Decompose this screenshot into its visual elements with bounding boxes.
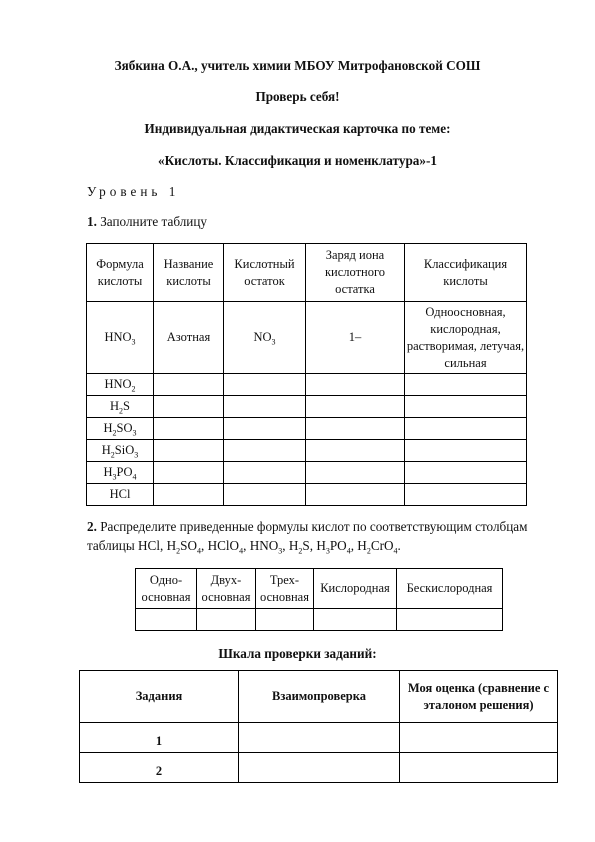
task1-number: 1.	[87, 214, 97, 229]
example-charge: 1–	[306, 302, 405, 374]
answer-cell[interactable]	[239, 723, 400, 753]
task2-answer-row	[136, 609, 503, 631]
answer-cell[interactable]	[224, 440, 306, 462]
answer-cell[interactable]	[224, 418, 306, 440]
answer-cell[interactable]	[154, 418, 224, 440]
col-tasks: Задания	[80, 671, 239, 723]
answer-cell[interactable]	[239, 753, 400, 783]
topic-title: «Кислоты. Классификация и номенклатура»-1	[158, 153, 437, 168]
answer-cell[interactable]	[154, 396, 224, 418]
answer-cell[interactable]	[306, 418, 405, 440]
answer-cell[interactable]	[154, 440, 224, 462]
col-dibasic: Двух-основная	[197, 569, 256, 609]
col-formula: Формула кислоты	[87, 244, 154, 302]
check-title: Проверь себя!	[255, 89, 340, 104]
answer-cell[interactable]	[306, 484, 405, 506]
col-peer-review: Взаимопроверка	[239, 671, 400, 723]
example-name: Азотная	[154, 302, 224, 374]
answer-cell[interactable]	[405, 484, 527, 506]
col-classification: Классификация кислоты	[405, 244, 527, 302]
answer-cell[interactable]	[224, 484, 306, 506]
task1-heading	[87, 214, 207, 230]
col-oxygen-free: Бескислородная	[397, 569, 503, 609]
task-number-cell: 2	[80, 753, 239, 783]
formula-cell: HCl	[87, 484, 154, 506]
col-residue: Кислотный остаток	[224, 244, 306, 302]
col-oxygen: Кислородная	[314, 569, 397, 609]
task2-line2: таблицы HCl, $H_2SO_4$, HClO$_4$, $HNO_3$, $H_2S$, $H_3PO_4$, $H_2CrO_4$.	[87, 538, 401, 556]
task2-header-row	[136, 569, 503, 609]
answer-cell[interactable]	[224, 374, 306, 396]
answer-cell[interactable]	[154, 484, 224, 506]
answer-cell[interactable]	[405, 440, 527, 462]
example-row	[87, 302, 527, 374]
example-formula: $HNO_3$	[87, 302, 154, 374]
col-monobasic: Одно-основная	[136, 569, 197, 609]
answer-cell[interactable]	[405, 418, 527, 440]
answer-cell[interactable]	[256, 609, 314, 631]
answer-cell[interactable]	[306, 462, 405, 484]
answer-cell[interactable]	[400, 753, 558, 783]
table-row	[87, 418, 527, 440]
table-row	[80, 753, 558, 783]
formula-cell: $H_3PO_4$	[87, 462, 154, 484]
answer-cell[interactable]	[136, 609, 197, 631]
answer-cell[interactable]	[154, 374, 224, 396]
table-row	[87, 374, 527, 396]
answer-cell[interactable]	[224, 396, 306, 418]
task2-text: Распределите приведенные формулы кислот по соответствующим столбцам	[100, 519, 528, 534]
card-title: Индивидуальная дидактическая карточка по теме:	[144, 121, 451, 136]
answer-cell[interactable]	[306, 440, 405, 462]
answer-cell[interactable]	[197, 609, 256, 631]
col-tribasic: Трех-основная	[256, 569, 314, 609]
answer-cell[interactable]	[306, 396, 405, 418]
scale-title: Шкала проверки заданий:	[218, 646, 377, 661]
answer-cell[interactable]	[405, 374, 527, 396]
table-row	[80, 723, 558, 753]
scale-table	[79, 670, 558, 783]
task1-header-row	[87, 244, 527, 302]
answer-cell[interactable]	[400, 723, 558, 753]
col-name: Название кислоты	[154, 244, 224, 302]
answer-cell[interactable]	[154, 462, 224, 484]
answer-cell[interactable]	[306, 374, 405, 396]
example-classification: Одноосновная, кислородная, растворимая, летучая, сильная	[405, 302, 527, 374]
answer-cell[interactable]	[314, 609, 397, 631]
table-row	[87, 484, 527, 506]
formula-cell: $H_2S$	[87, 396, 154, 418]
answer-cell[interactable]	[405, 462, 527, 484]
answer-cell[interactable]	[405, 396, 527, 418]
answer-cell[interactable]	[224, 462, 306, 484]
task2-table	[135, 568, 503, 631]
formula-cell: $HNO_2$	[87, 374, 154, 396]
formula-cell: $H_2SiO_3$	[87, 440, 154, 462]
level-label: Уровень 1	[87, 184, 180, 199]
col-charge: Заряд иона кислотного остатка	[306, 244, 405, 302]
table-row	[87, 462, 527, 484]
task2-number: 2.	[87, 519, 97, 534]
table-row	[87, 396, 527, 418]
col-my-grade: Моя оценка (сравнение с эталоном решения)	[400, 671, 558, 723]
table-row	[87, 440, 527, 462]
scale-header-row	[80, 671, 558, 723]
task-number-cell: 1	[80, 723, 239, 753]
author-line: Зябкина О.А., учитель химии МБОУ Митрофановской СОШ	[114, 58, 481, 73]
answer-cell[interactable]	[397, 609, 503, 631]
task1-text: Заполните таблицу	[100, 214, 208, 229]
task2-line1	[87, 519, 528, 535]
formula-cell: $H_2SO_3$	[87, 418, 154, 440]
task1-table	[86, 243, 527, 506]
example-residue: $NO_3$	[224, 302, 306, 374]
